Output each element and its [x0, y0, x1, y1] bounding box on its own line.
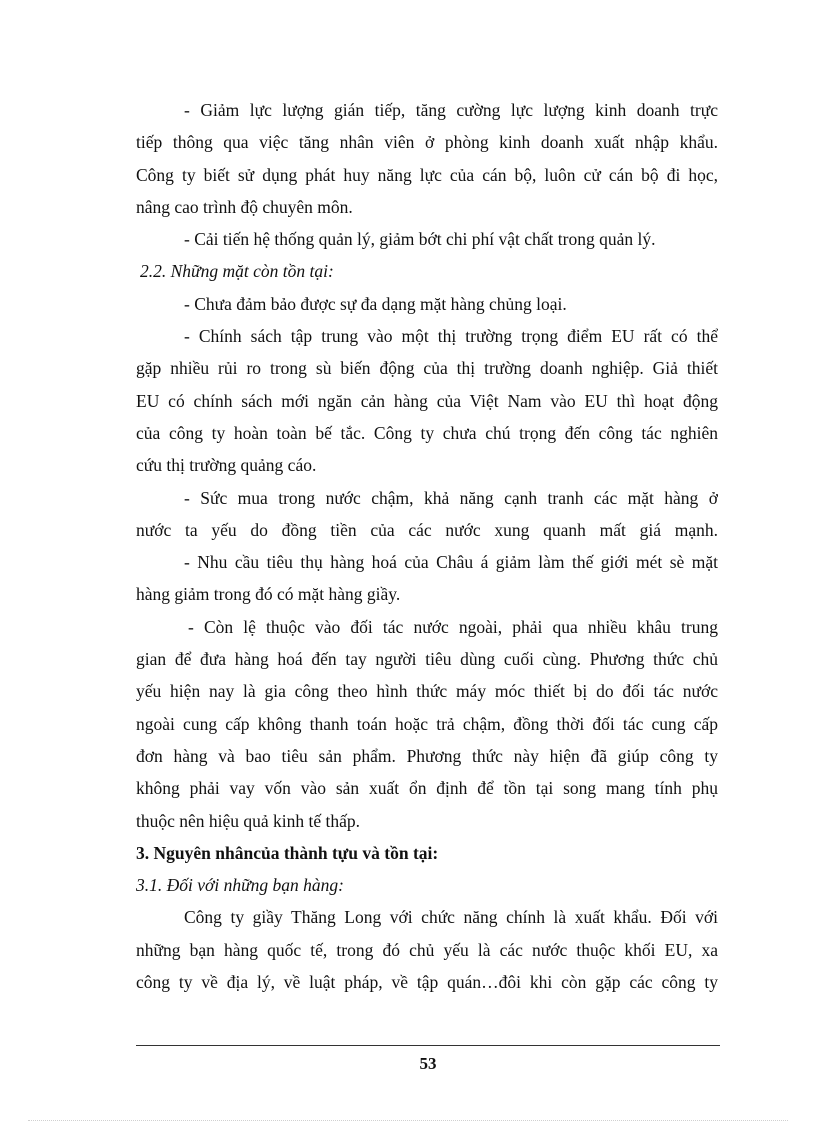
- text-line: cứu thị trường quảng cáo.: [136, 455, 317, 476]
- text-line: công ty về địa lý, về luật pháp, về tập quán…đôi khi còn gặp các công ty: [136, 972, 718, 993]
- text-line: Công ty giầy Thăng Long với chức năng chính là xuất khẩu. Đối với: [184, 907, 718, 928]
- page-bottom-edge: [28, 1120, 788, 1121]
- text-line: - Còn lệ thuộc vào đối tác nước ngoài, phải qua nhiều khâu trung: [188, 616, 718, 637]
- text-line: hàng giảm trong đó có mặt hàng giầy.: [136, 584, 401, 605]
- text-line: - Nhu cầu tiêu thụ hàng hoá của Châu á giảm làm thế giới mét sè mặt: [184, 552, 718, 573]
- text-line: EU có chính sách mới ngăn cản hàng của Việt Nam vào EU thì hoạt động: [136, 390, 718, 411]
- text-line: không phải vay vốn vào sản xuất ổn định để tồn tại song mang tính phụ: [136, 778, 718, 799]
- text-line: yếu hiện nay là gia công theo hình thức máy móc thiết bị do đối tác nước: [136, 681, 718, 702]
- text-line: - Chưa đảm bảo được sự đa dạng mặt hàng chủng loại.: [184, 293, 567, 314]
- text-line: gặp nhiều rủi ro trong sù biến động của thị trường doanh nghiệp. Giả thiết: [136, 358, 718, 379]
- text-line: nâng cao trình độ chuyên môn.: [136, 196, 353, 217]
- text-line: tiếp thông qua việc tăng nhân viên ở phòng kinh doanh xuất nhập khẩu.: [136, 132, 718, 153]
- text-line: nước ta yếu do đồng tiền của các nước xung quanh mất giá mạnh.: [136, 519, 718, 540]
- text-line: - Giảm lực lượng gián tiếp, tăng cường lực lượng kinh doanh trực: [184, 100, 718, 120]
- text-line: - Chính sách tập trung vào một thị trường trọng điểm EU rất có thể: [184, 326, 718, 347]
- section-heading-3: 3. Nguyên nhâncủa thành tựu và tồn tại:: [136, 842, 439, 863]
- document-body: [136, 94, 718, 998]
- page-number: 53: [419, 1054, 437, 1073]
- text-line: đơn hàng và bao tiêu sản phẩm. Phương thức này hiện đã giúp công ty: [136, 745, 718, 766]
- section-heading-2-2: 2.2. Những mặt còn tồn tại:: [140, 261, 334, 282]
- text-line: gian để đưa hàng hoá đến tay người tiêu dùng cuối cùng. Phương thức chủ: [136, 649, 718, 670]
- text-line: của công ty hoàn toàn bế tắc. Công ty chưa chú trọng đến công tác nghiên: [136, 422, 718, 443]
- text-line: ngoài cung cấp không thanh toán hoặc trả chậm, đồng thời đối tác cung cấp: [136, 713, 718, 734]
- text-line: Công ty biết sử dụng phát huy năng lực của cán bộ, luôn cử cán bộ đi học,: [136, 164, 718, 185]
- text-line: những bạn hàng quốc tế, trong đó chủ yếu là các nước thuộc khối EU, xa: [136, 939, 718, 960]
- text-line: - Cải tiến hệ thống quản lý, giảm bớt chi phí vật chất trong quản lý.: [184, 229, 656, 250]
- footer-rule: [136, 1045, 720, 1046]
- section-heading-3-1: 3.1. Đối với những bạn hàng:: [136, 875, 344, 896]
- text-line: - Sức mua trong nước chậm, khả năng cạnh tranh các mặt hàng ở: [184, 487, 718, 508]
- text-line: thuộc nên hiệu quả kinh tế thấp.: [136, 810, 361, 831]
